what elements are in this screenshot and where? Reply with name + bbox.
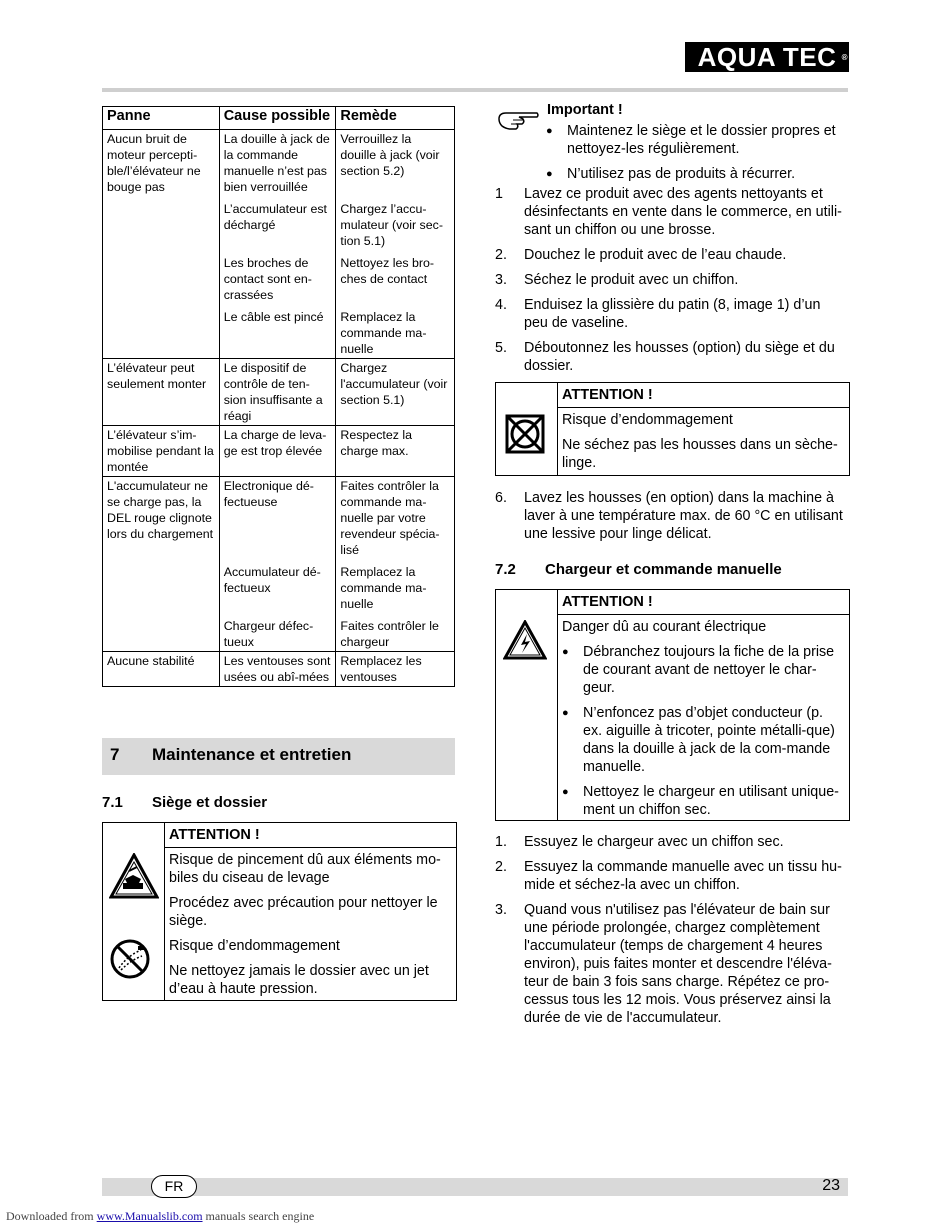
bullet-item: ● Maintenez le siège et le dossier propres et nettoyez-les régulièrement. bbox=[546, 122, 848, 158]
warning-box-charger bbox=[495, 589, 850, 821]
warning-text: Ne séchez pas les housses dans un sèche-linge. bbox=[562, 437, 838, 471]
aquatec-logo bbox=[685, 42, 849, 72]
warning-heading: ATTENTION ! bbox=[558, 590, 849, 615]
bullet-item: ● Nettoyez le chargeur en utilisant unique-ment un chiffon sec. bbox=[562, 783, 843, 819]
section-7-2-number: 7.2 bbox=[495, 561, 516, 578]
step-number: 5. bbox=[495, 340, 507, 356]
section-number: 7 bbox=[110, 745, 120, 764]
remede-cell bbox=[336, 477, 455, 652]
warning-icon-column bbox=[496, 590, 558, 820]
warning-box-seat bbox=[102, 822, 457, 1001]
warning-body bbox=[169, 851, 450, 1005]
cause-item: Accumulateur dé-fectueux bbox=[223, 565, 321, 595]
cause-cell: Le dispositif de contrôle de ten-sion insuffisante a réagi bbox=[219, 359, 336, 426]
list-item bbox=[495, 185, 848, 239]
cause-item: L’accumulateur est déchargé bbox=[223, 202, 327, 232]
cause-item: Chargeur défec-tueux bbox=[223, 619, 314, 649]
step-number: 3. bbox=[495, 272, 507, 288]
step-number: 3. bbox=[495, 902, 507, 918]
panne-cell: Aucune stabilité bbox=[103, 652, 220, 687]
download-prefix: Downloaded from bbox=[6, 1209, 97, 1223]
warning-text: Procédez avec précaution pour nettoyer le siège. bbox=[169, 895, 438, 929]
cause-item: Les broches de contact sont en-crassées bbox=[223, 256, 312, 302]
step-6 bbox=[495, 489, 848, 550]
section-7-2-title: Chargeur et commande manuelle bbox=[545, 561, 782, 578]
troubleshooting-table bbox=[102, 106, 455, 687]
panne-cell: L’élévateur s’im-mobilise pendant la montée bbox=[103, 426, 220, 477]
cause-cell bbox=[219, 130, 336, 359]
warning-text: Danger dû au courant électrique bbox=[562, 619, 767, 635]
language-badge: FR bbox=[151, 1175, 197, 1198]
table-row bbox=[103, 359, 455, 426]
step-text: Lavez les housses (en option) dans la machine à laver à une température max. de 60 °C en utilisant une lessive pour linge délicat. bbox=[524, 490, 843, 542]
warning-icon-column bbox=[496, 383, 558, 475]
cause-item: Electronique dé-fectueuse bbox=[223, 479, 314, 509]
list-item bbox=[495, 271, 848, 289]
section-7-1-title: Siège et dossier bbox=[152, 794, 268, 811]
list-item bbox=[495, 858, 848, 894]
registered-mark: ® bbox=[841, 53, 848, 62]
panne-cell: Aucun bruit de moteur percepti-ble/l’élévateur ne bouge pas bbox=[103, 130, 220, 359]
header-rule bbox=[102, 88, 848, 92]
footer-bar bbox=[102, 1178, 848, 1196]
table-row bbox=[103, 130, 455, 359]
warning-body bbox=[562, 411, 843, 479]
no-tumble-dry-icon bbox=[504, 413, 546, 455]
manualslib-link[interactable]: www.Manualslib.com bbox=[96, 1209, 203, 1223]
pinch-hazard-icon bbox=[109, 853, 159, 899]
step-number: 6. bbox=[495, 490, 507, 506]
step-text: Déboutonnez les housses (option) du siège et du dossier. bbox=[524, 340, 835, 374]
warning-text: Ne nettoyez jamais le dossier avec un jet d’eau à haute pression. bbox=[169, 963, 429, 997]
section-7-1-number: 7.1 bbox=[102, 794, 123, 811]
list-item bbox=[495, 833, 848, 851]
col-header-remede: Remède bbox=[336, 107, 455, 130]
step-text: Lavez ce produit avec des agents nettoyants et désinfectants en vente dans le commerce, en utili-sant un chiffon ou une brosse. bbox=[524, 186, 842, 238]
list-item bbox=[495, 339, 848, 375]
panne-cell: L’élévateur peut seulement monter bbox=[103, 359, 220, 426]
col-header-cause: Cause possible bbox=[219, 107, 336, 130]
table-header-row bbox=[103, 107, 455, 130]
remede-cell: Remplacez les ventouses bbox=[336, 652, 455, 687]
download-suffix: manuals search engine bbox=[202, 1209, 315, 1223]
warning-box-dryer bbox=[495, 382, 850, 476]
remede-item: Remplacez la commande ma-nuelle bbox=[340, 310, 427, 356]
remede-cell: Chargez l'accumulateur (voir section 5.1) bbox=[336, 359, 455, 426]
table-row bbox=[103, 426, 455, 477]
step-number: 2. bbox=[495, 247, 507, 263]
remede-item: Verrouillez la douille à jack (voir section 5.2) bbox=[340, 132, 440, 178]
step-text: Douchez le produit avec de l’eau chaude. bbox=[524, 247, 787, 263]
section-7-heading bbox=[102, 738, 455, 775]
step-number: 2. bbox=[495, 859, 507, 875]
electric-hazard-icon bbox=[503, 620, 547, 660]
step-text: Quand vous n'utilisez pas l'élévateur de bain sur une période prolongée, chargez complètement l'accumulateur (temps de chargement 4 heures environ), puis faites monter et descendre l'éléva-teur de bain 3 fois sans charge. Répétez ce pro-cessus tous les 12 mois. Vous préservez ainsi la durée de vie de l'accumulateur. bbox=[524, 902, 832, 1026]
list-item bbox=[495, 901, 848, 1027]
warning-text: Risque de pincement dû aux éléments mo-biles du ciseau de levage bbox=[169, 852, 441, 886]
step-number: 1 bbox=[495, 186, 503, 202]
cause-item: Le câble est pincé bbox=[223, 310, 324, 324]
warning-heading: ATTENTION ! bbox=[165, 823, 456, 848]
step-text: Essuyez la commande manuelle avec un tissu hu-mide et séchez-la avec un chiffon. bbox=[524, 859, 842, 893]
warning-text: Risque d’endommagement bbox=[562, 412, 733, 428]
remede-cell bbox=[336, 130, 455, 359]
warning-body bbox=[562, 618, 843, 826]
warning-icon-column bbox=[103, 823, 165, 1000]
remede-item: Nettoyez les bro-ches de contact bbox=[340, 256, 435, 286]
table-row bbox=[103, 652, 455, 687]
important-bullets bbox=[546, 122, 848, 190]
step-number: 1. bbox=[495, 834, 507, 850]
download-note bbox=[6, 1209, 314, 1224]
list-item bbox=[495, 296, 848, 332]
no-water-jet-icon bbox=[109, 938, 151, 980]
table-row bbox=[103, 477, 455, 652]
warning-text: Risque d’endommagement bbox=[169, 938, 340, 954]
col-header-panne: Panne bbox=[103, 107, 220, 130]
charger-steps bbox=[495, 833, 848, 1034]
warning-heading: ATTENTION ! bbox=[558, 383, 849, 408]
panne-cell: L'accumulateur ne se charge pas, la DEL rouge clignote lors du chargement bbox=[103, 477, 220, 652]
list-item bbox=[495, 489, 848, 543]
section-title: Maintenance et entretien bbox=[152, 745, 352, 764]
remede-item: Faites contrôler le chargeur bbox=[340, 619, 439, 649]
page-number: 23 bbox=[822, 1177, 840, 1194]
bullet-item: ● N’utilisez pas de produits à récurrer. bbox=[546, 165, 848, 183]
remede-item: Chargez l’accu-mulateur (voir sec-tion 5.1) bbox=[340, 202, 443, 248]
cause-item: La douille à jack de la commande manuelle n’est pas bien verrouillée bbox=[223, 132, 330, 194]
warning-bullets bbox=[562, 643, 843, 819]
bullet-item: ● Débranchez toujours la fiche de la prise de courant avant de nettoyer le char-geur. bbox=[562, 643, 843, 697]
remede-item: Remplacez la commande ma-nuelle bbox=[340, 565, 427, 611]
important-title: Important ! bbox=[547, 102, 623, 118]
list-item bbox=[495, 246, 848, 264]
step-text: Essuyez le chargeur avec un chiffon sec. bbox=[524, 834, 784, 850]
cause-cell bbox=[219, 477, 336, 652]
step-text: Séchez le produit avec un chiffon. bbox=[524, 272, 739, 288]
cleaning-steps bbox=[495, 185, 848, 382]
pointing-hand-icon bbox=[497, 107, 541, 133]
step-text: Enduisez la glissière du patin (8, image 1) d’un peu de vaseline. bbox=[524, 297, 821, 331]
remede-cell: Respectez la charge max. bbox=[336, 426, 455, 477]
cause-cell: Les ventouses sont usées ou abî-mées bbox=[219, 652, 336, 687]
cause-cell: La charge de leva-ge est trop élevée bbox=[219, 426, 336, 477]
bullet-item: ● N’enfoncez pas d’objet conducteur (p. ex. aiguille à tricoter, pointe métalli-que) dans la douille à jack de la com-mande manuelle. bbox=[562, 704, 843, 776]
step-number: 4. bbox=[495, 297, 507, 313]
remede-item: Faites contrôler la commande ma-nuelle par votre revendeur spécia-lisé bbox=[340, 479, 440, 557]
brand-name: AQUA TEC bbox=[697, 42, 837, 72]
